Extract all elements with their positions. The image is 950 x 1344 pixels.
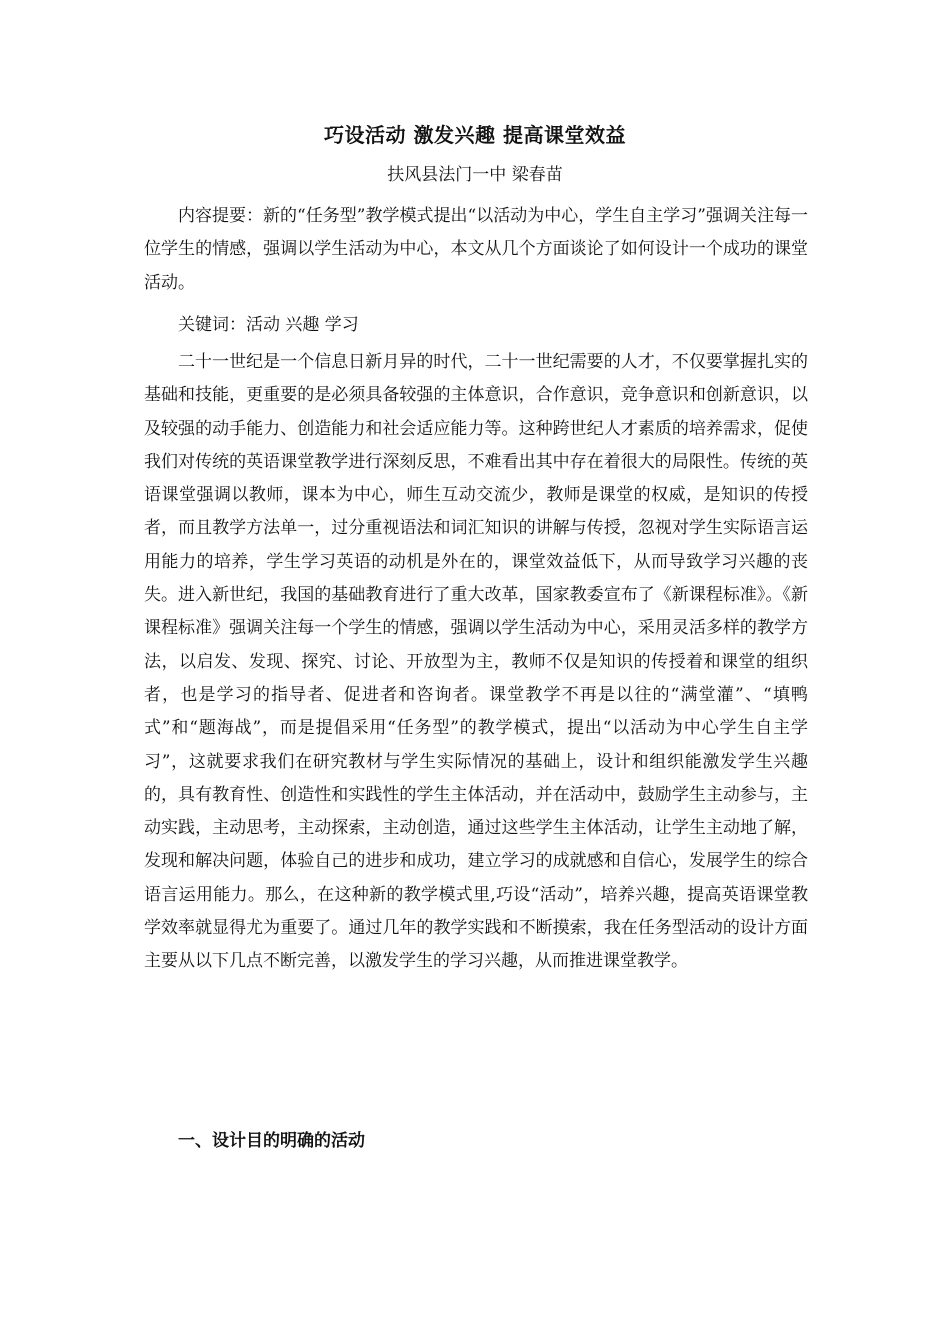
body-paragraph: 二十一世纪是一个信息日新月异的时代，二十一世纪需要的人才，不仅要掌握扎实的基础和技能，更重要的是必须具备较强的主体意识，合作意识，竞争意识和创新意识，以及较强的动手能力、创造能力和社会适应能力等。这种跨世纪人才素质的培养需求，促使我们对传统的英语课堂教学进行深刻反思，不难看出其中存在着很大的局限性。传统的英语课堂强调以教师，课本为中心，师生互动交流少，教师是课堂的权威，是知识的传授者，而且教学方法单一，过分重视语法和词汇知识的讲解与传授，忽视对学生实际语言运用能力的培养，学生学习英语的动机是外在的，课堂效益低下，从而导致学习兴趣的丧失。进入新世纪，我国的基础教育进行了重大改革，国家教委宣布了《新课程标准》。《新课程标准》强调关注每一个学生的情感，强调以学生活动为中心，采用灵活多样的教学方法，以启发、发现、探究、讨论、开放型为主，教师不仅是知识的传授着和课堂的组织者，也是学习的指导者、促进者和咨询者。课堂教学不再是以往的“满堂灌”、“填鸭式”和“题海战”，而是提倡采用“任务型”的教学模式，提出“以活动为中心学生自主学习”，这就要求我们在研究教材与学生实际情况的基础上，设计和组织能激发学生兴趣的，具有教育性、创造性和实践性的学生主体活动，并在活动中，鼓励学生主动参与，主动实践，主动思考，主动探索，主动创造，通过这些学生主体活动，让学生主动地了解，发现和解决问题，体验自己的进步和成功，建立学习的成就感和自信心，发展学生的综合语言运用能力。那么，在这种新的教学模式里,巧设“活动”，培养兴趣，提高英语课堂教学效率就显得尤为重要了。通过几年的教学实践和不断摸索，我在任务型活动的设计方面主要从以下几点不断完善，以激发学生的学习兴趣，从而推进课堂教学。 <box>144 352 808 972</box>
keywords-line: 关键词：活动 兴趣 学习 <box>178 315 359 335</box>
document-author: 扶风县法门一中 梁春苗 <box>387 165 563 185</box>
section-heading: 一、设计目的明确的活动 <box>178 1131 365 1151</box>
document-title: 巧设活动 激发兴趣 提高课堂效益 <box>324 123 626 147</box>
abstract-paragraph: 内容提要：新的“任务型”教学模式提出“以活动为中心，学生自主学习”强调关注每一位学生的情感，强调以学生活动为中心，本文从几个方面谈论了如何设计一个成功的课堂活动。 <box>144 206 808 293</box>
